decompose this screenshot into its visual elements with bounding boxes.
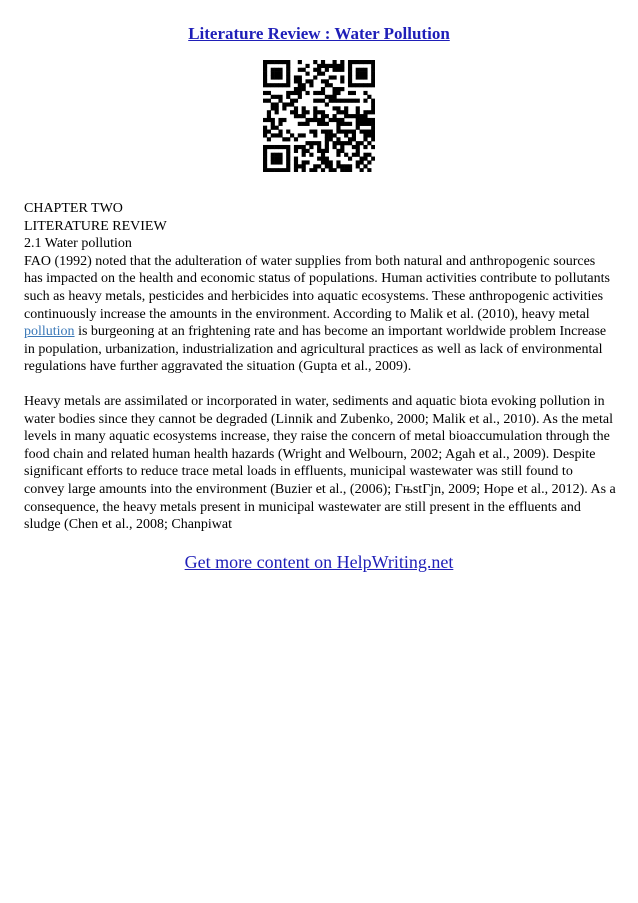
paragraph-1-text-start: FAO (1992) noted that the adulteration of water supplies from both natural and anthropogenic sources has impacted on the health and economic status of populations. Human activities contribute to pollutants such as heavy metals, pesticides and herbicides into aquatic ecosystems. These anthropogenic activities continuously increase the amounts in the environment. According to Malik et al. (2010), heavy metal [24, 253, 610, 322]
paragraph-1-text-end: is burgeoning at an frightening rate and has become an important worldwide problem Increase in population, urbanization, industrialization and agricultural practices as well as lack of environmental regulations have further aggravated the situation (Gupta et al., 2009). [24, 324, 607, 375]
paragraph-1 [24, 253, 616, 376]
chapter-heading: CHAPTER TWO [24, 201, 123, 216]
subsection-heading: 2.1 Water pollution [24, 236, 132, 252]
helpwriting-link[interactable]: Get more content on HelpWriting.net [184, 552, 454, 572]
pollution-link[interactable]: pollution [24, 324, 75, 340]
title-link[interactable]: Literature Review : Water Pollution [188, 24, 450, 43]
qr-code-icon [263, 60, 375, 172]
paragraph-spacer [24, 376, 616, 393]
footer-cta [0, 552, 638, 573]
page-title [0, 24, 638, 44]
section-heading: LITERATURE REVIEW [24, 218, 167, 234]
paragraph-2: Heavy metals are assimilated or incorporated in water, sediments and aquatic biota evoking pollution in water bodies since they cannot be degraded (Linnik and Zubenko, 2000; Malik et al., 2010). As the metal levels in many aquatic ecosystems increase, they raise the concern of metal bioaccumulation through the food chain and related human health hazards (Wright and Welbourn, 2002; Agah et al., 2009). Despite significant efforts to reduce trace metal loads in effluents, municipal wastewater was still found to convey large amounts into the environment (Buzier et al., (2006); ГњstГјn, 2009; Hope et al., 2012). As a consequence, the heavy metals present in municipal wastewater are still present in the effluents and sludge (Chen et al., 2008; Chanpiwat [24, 393, 616, 533]
document-body [24, 200, 616, 534]
